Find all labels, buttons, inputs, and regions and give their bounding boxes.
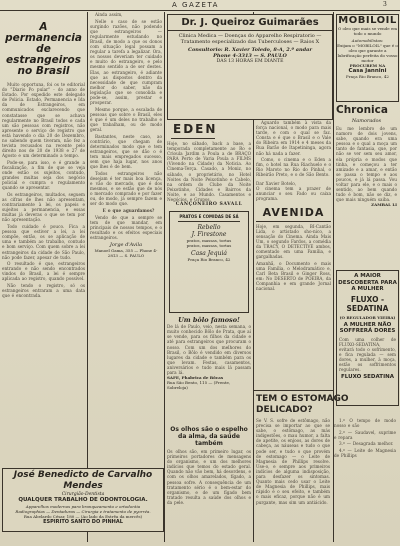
page-number: 3 — [383, 1, 388, 8]
headline: A permanencia de estrangeiros no Brasil — [5, 21, 82, 77]
column-3 — [167, 120, 251, 420]
eden-sub: Dar Xavier Botelo, — [256, 180, 297, 186]
column-divider — [164, 12, 165, 542]
column-4-body — [256, 120, 331, 178]
mobiloil-address: Praça Rio Branco, 42 — [346, 74, 389, 79]
fluxo-headline: A MAIOR DESCOBERTA PARA A MULHER — [338, 273, 397, 292]
section-rule — [254, 390, 333, 391]
column-divider — [87, 12, 88, 542]
restaurant-ad-title: PRATOS E COMIDAS DE SÁ — [179, 214, 239, 220]
dentist-city: ESPIRITO SANTO DO PINHAL — [43, 519, 123, 525]
avenida-body: Hoje, em segunda, BI-Cantão Lida, o artistado sho-nico, a sensação do Cinema. Ainda Mais Um, o segundo Fardos, a comédia da TRACY, O DETECTIVE ambos, comentado em uma Família, e gargalhadas. — [256, 223, 331, 260]
paragraph: Como, o cinema e o Eden a fim, o hotel na Rua Riachuelo e o Rio Maroto no Rio do Pinhal, o Ribeirão Preto, e o de São Bento. — [256, 157, 331, 178]
chronica-body: Eu me lembro de um namoro de dois jovens, sabe, quando era uma pessoa e o qual a moça um tanto de fantasia, que, por não se ver sem seu amor, ela própria e modos que tinha, e começou a ter amizade e a amar, e então se passa o tempo e aos poucos, e já lá passa. Vou voltar para ele, e o mais o sentido, ao bem quando tudo é bom, não se diz, e que mais ninguém saiba. — [336, 126, 397, 203]
eden-sub2: O cinema tem a prazer de anunciar o seu Fado ou caixa programa. — [256, 185, 331, 201]
column-2 — [90, 12, 162, 466]
paragraph: Nelle o caso de se estão surgindo razões, não podendo que estrangeiros — regularmente estudando no Brasil, de modo a que os donos com situação legal possam a regular a tarefa a legalizar. Ora, os nossos deveriam ter cuidado e muito do estrangeiro, e pelo mesmo sentido a de ser destes. Elas, ao estrangeiro, é adiante que as dispostos dentro da necessidade de que cumpram melhor do saber, não da legislação que se consolida e pode-se, assim, prestar e prosperar. — [90, 18, 162, 106]
top-rule — [0, 10, 400, 11]
stomach-ad — [256, 394, 398, 542]
eden-body: Hoje, no sábado, back a base, a temporada completamente ao Ro e Crioula Jardim a Poula a de BRAÇO PARA Perto de Varia Poula a FILMS (Vivendo na Cidade) da Noticia. Ao Cinema-Terça. Casado, a Moniz, no sábado, o proprietário, no Hotel Noites da Noite Peixotinho e Cabelo, na ordem do Clube da Noite Peixotinho, Cidades e Bairros da Noite, e ao Mundo. Casamentos e Negócios, e Grupos. — [167, 141, 251, 203]
restaurant-ad-line: pratos, massas, tortas — [186, 243, 232, 249]
list-item: 2.º — Saudavel, suprime e repara — [334, 429, 396, 440]
restaurant-ad-line: pratos, massas, tortas — [186, 238, 232, 244]
paragraph: Todo cuidado é pouco. Fica a pessoa que estiver a lei, a lei compõe, então, os se aplicação de uma e também ao trabalho, contudo e bom serviço. Com quem sobre a lei estrangeiros da cidade de São Paulo, não pode fazer, apesar de tudo. — [2, 224, 85, 260]
column-4 — [256, 120, 331, 390]
fluxo-title: FLUXO - SEDATINA — [346, 294, 389, 313]
chronica-subtitle: Namorados — [351, 118, 382, 124]
restaurant-ad-name: Casa Jequiá — [191, 250, 227, 258]
story2-body: De lá de Paulo, veio, nesta semana, o muito conhecido Bôlo de Prata, que aí se vende, para os filhos da cidade e até para estrangeiros que procuram o nosso. Com um dos melhores do Brasil, o Bôlo é vendido em diversos lugares da cidade e também para os que levam. Festas, casamentos, aniversários e tudo mais lá passam para lá. — [167, 324, 251, 375]
paragraph: Ainda assim, — [95, 12, 123, 17]
mobiloil-store: Casa Jannini — [348, 68, 387, 74]
paragraph: Mesmo porque, a escalada de pessoas que sobre o Brasil, eles é que é um deles no trabalho e que trabalham, ou de modo geral. — [90, 106, 162, 133]
doctor-name: Dr. J. Queiroz Guimarães — [168, 17, 332, 31]
restaurant-ad-line: Rebello — [197, 224, 221, 232]
restaurant-ad-line: J. Firestone — [191, 231, 227, 239]
divider — [256, 221, 331, 222]
safe-ad: SAFE, Phabrica de Bôcas — [167, 375, 224, 381]
paragraph: Bastantes, neste caso, ao contrário, que chegam de determinados modo que e tem estrangeiros, que se dão o é tem mais empregados sucesso, sem que haja lugar, nos anos que lhes é de bem. — [90, 133, 162, 170]
lead-story-body: Os olhos são, em primeiro lugar, os primeiros portadores de mensagens do organismo, e um dos melhores indícios que temos do estado geral. Quando não vão bem, há desordens, e com os olhos amarelados, fígado, a pessoa sofre. A consequência de um tratamento sério é o bem-estar do organismo, e de um fígado bem tratado resulta a saúde dos olhos e da pele. — [167, 449, 251, 505]
list-item: 3.º — Desagrada melhor. — [339, 441, 394, 447]
paragraph: E o que aguardamos? — [102, 207, 155, 213]
chronica-signature: ZAMBAL LI — [371, 202, 397, 208]
avenida-title: AVENIDA — [262, 205, 325, 219]
fluxo-footer: FLUXO SEDATINA — [341, 374, 394, 381]
doctor-office: Consultorio: R. Xavier Toledo, 8-A, 2.º andar — [187, 47, 312, 53]
dentist-line: Apparelhos modernos para branqueamento e ortodontia — [25, 504, 141, 509]
article-body — [2, 82, 85, 298]
doctor-card — [167, 14, 333, 120]
story2-title: Um bôlo famoso! — [178, 316, 240, 325]
fluxo-line: (O REGULADOR VIEIRA) — [339, 314, 396, 320]
stomach-body: Se V. S. sofre de estômago, não precisa se importar ao que se sabe, o estômago, as más indigestões, o mau humor, a falta de apetite, os enjoos, as dores de cabeça, as náuseas e tudo o que pode ser, e tudo o que provém de estomago — o Leite de Magnesia de Phillips resolve. Use-o, e sempre aos primeiros indícios de alguma indisposição, para desfazer os sintomas. Quanto mais cedo usar o Leite de Magnesia de Phillips, mais rápido é o seu efeito, e também o mais eficaz, porque não é um purgante, mas sim um antiácido. — [256, 418, 330, 505]
paragraph: Aguardo também à vista da força nacional, o modo para mais tarde, e com o qual se faz. Consta e é que o Brasil e o Vale do Ribeira em 1914 e 4 meses da Rua Barão de Itapetininga, agora não há nada a fazer. — [256, 120, 331, 156]
avenida-body-2: Amanhã, o Documento e mais uma Família, o Melodramático e, Carl Beta Brasil e Ginger Ross, em: No DESERTO de POEIRA, da Companhia e em grande Jornal nacional. — [256, 260, 331, 292]
masthead-title: A GAZETA — [172, 1, 219, 9]
dentist-address: Rua Abelardo César, 180 — (Ao lado da Estrêa da mercês) — [23, 514, 143, 519]
paragraph: Não tendo o registro, só os estrangeiros entraram a uma data que é encontrada. — [2, 283, 85, 299]
dentist-name: José Benedicto de Carvalho Mendes — [13, 470, 153, 491]
dentist-line: Radiographias — Dentaduras — Cirurgia e tratamento de pyorréa. — [15, 509, 151, 514]
restaurant-ad — [169, 211, 249, 313]
stomach-list — [334, 418, 396, 505]
paragraph: Os estrangeiros, multados, seguem as cifras de lhes não apresentam, contrariamente à lei, os papeis e sujeitos a permanencia, e essas multas já deveras o que se tem por não apresentação. — [2, 191, 85, 223]
mobiloil-line: PROCUREM NA — [349, 63, 386, 68]
column-5 — [336, 104, 397, 268]
restaurant-ad-address: Praça Rio Branco, 42 — [187, 257, 231, 263]
fluxo-body: Com uma colher de FLUXO-SEDATINA, evitará todo o sofrimento, e fica regulada — sem dores, a mulher, à moça, estão os soffrimentos regulares. — [339, 336, 396, 373]
dentist-line: QUALQUER TRABALHO DE ODONTOLOGIA. — [18, 497, 148, 503]
fluxo-ad — [336, 270, 399, 406]
mobiloil-line: Automobilistas: — [351, 38, 384, 43]
paragraph: Todos estrangeiros não desejam é ter mais boa licença, e vão do mercado, que é dos mesmos, e se estão que de nós o mercado comprado e por fazer ou, de modo, já sempre fazem e ser do modo que. — [90, 170, 162, 207]
paragraph: O resultado é que, estrangeiros entrando e não sendo encontrados vindos do Brasil, a lei é sempre aplicada ao registro, quando possível. — [2, 261, 85, 282]
lead-story — [167, 426, 251, 542]
signature: Jorge d'Avila — [109, 242, 143, 249]
divider — [178, 221, 240, 222]
mobiloil-line: Exijam o "MOBILOIL" que é o oleo que garante a lubrificação perfeita do vosso motor — [337, 43, 398, 63]
masthead — [0, 0, 400, 10]
doctor-specialty: Clinica Medica — Doenças do Apparelho Respiratorio — Tratamento especializado das Tuberculoses — Raios X — [178, 33, 322, 45]
dentist-ad — [2, 468, 164, 532]
signature-sub: Manoel Gama, 355 — Phone 4-2813 — S. PAULO — [94, 248, 158, 259]
paragraph: Vendo de que a sempre se tem de que mandar, em principais de nossos tempos, e o resultado e os efeitos especiais estrangeiros. — [90, 214, 162, 240]
doctor-hours: DAS 13 HORAS EM DIANTE — [216, 59, 284, 64]
dentist-subtitle: Cirurgião-Dentista — [61, 492, 105, 497]
eden-underline — [171, 138, 215, 139]
chronica-title: Chronica — [336, 104, 388, 116]
stomach-title: TEM O ESTOMAGO DELICADO? — [256, 394, 349, 415]
paragraph: Muito opportuna, foi os te editorial do "Diario Po pular" - do anno de Estado. Por expedido este delegado de Policia. Estado, Permanencia e Ida da de Estrangeiros, em communicados exclarecendo que constatasse que se achava regularmente no Brasil todos e cada um são pessoas com registros, não apresente o serviço de registro que está havendo o dia 20 de Dezembro, no sabendo quem tiveram, não fez a tevista recusados na recente pelo direito nos de 20 de 1938 e 27 de Agosto e um determinado a tempo. — [2, 82, 85, 159]
mobiloil-line: O oleo que mais se vende em todo o mundo — [337, 26, 398, 36]
article-continuation — [90, 12, 162, 240]
eden-highlight: CANÇONEIRO SAVALL — [175, 202, 243, 208]
eden-title: EDEN — [173, 122, 218, 136]
lead-story-title: Os olhos são o espelho da alma, da saúde também — [170, 426, 248, 447]
doctor-phone: Phone 4-3313 — S. PAULO — [213, 53, 287, 59]
list-item: 1.º O tempo de modo nosso e são — [334, 418, 396, 429]
list-item: 4.º — Leite de Magnesia de Phillips — [334, 447, 396, 459]
fluxo-line: A MULHER NÃO SOFFRERÁ DORES — [339, 321, 396, 334]
mobiloil-ad — [336, 14, 399, 102]
safe-ad-address: Rua São Bento, 115 — (Frente, Sobreloja) — [167, 380, 231, 391]
column-1 — [2, 12, 85, 544]
paragraph: Pode-se, para isso, e é grande a fiscalização, a fim de que se veja onde estão os sujeitos, contudo, grandes multas seja dos negócio policial e cumpra o regulamento quando se apresentar. — [2, 159, 85, 191]
mobiloil-title: MOBILOIL — [338, 15, 397, 26]
